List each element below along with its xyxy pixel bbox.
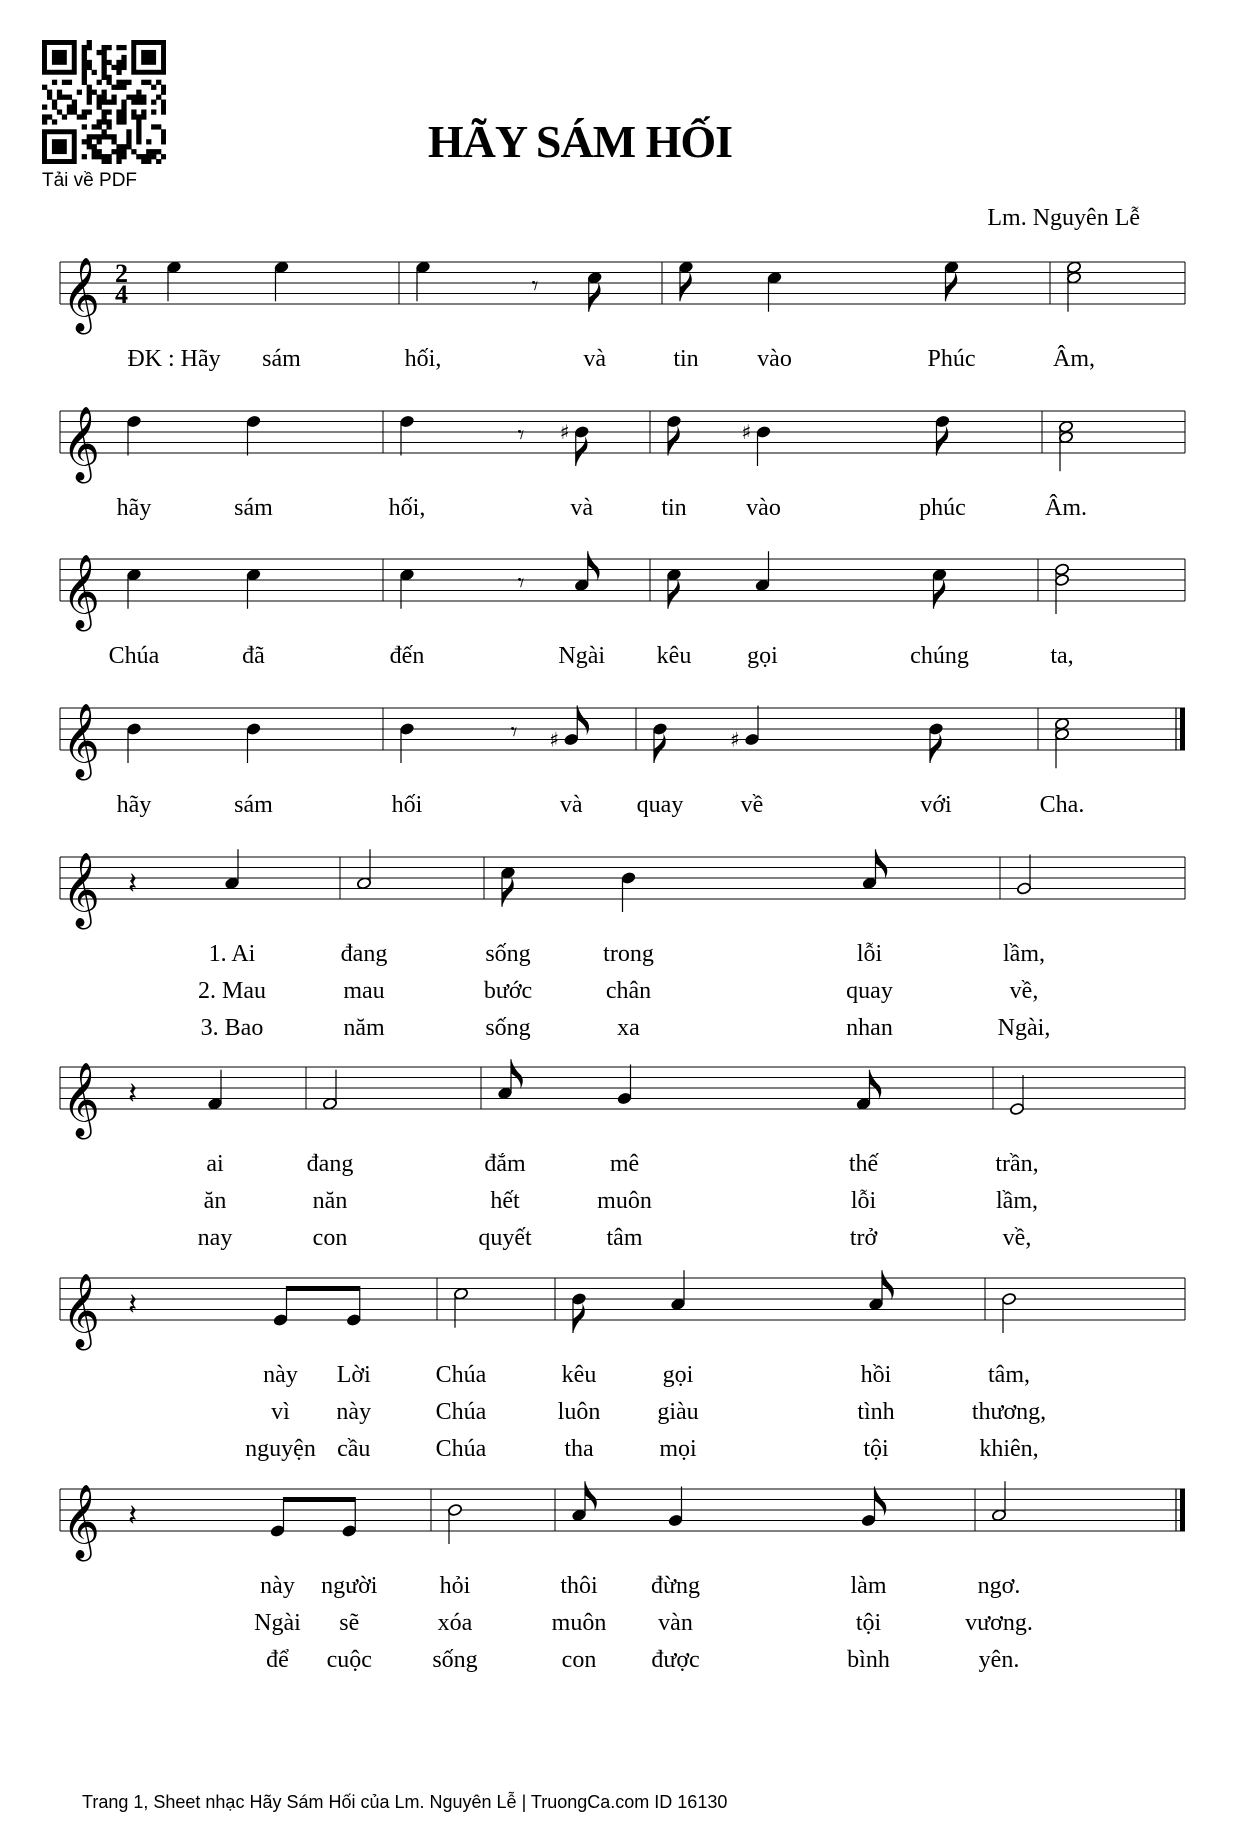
lyric-syllable: hãy	[116, 792, 152, 818]
lyric-syllable: Phúc	[927, 346, 976, 372]
lyric-syllable: mê	[609, 1151, 640, 1177]
lyric-syllable: muôn	[597, 1188, 652, 1214]
lyric-syllable: chúng	[910, 643, 969, 669]
lyric-syllable: Chúa	[435, 1436, 487, 1462]
note-head	[944, 261, 959, 274]
final-barline	[1180, 1489, 1185, 1531]
note-head	[861, 1514, 876, 1527]
lyric-syllable: Âm.	[1045, 495, 1087, 521]
lyric-syllable: ngơ.	[977, 1573, 1021, 1599]
lyric-syllable: năm	[343, 1015, 385, 1041]
lyric-syllable: sẽ	[339, 1610, 360, 1636]
lyric-syllable: ta,	[1050, 643, 1074, 669]
note-head	[671, 1298, 686, 1311]
eighth-flag	[511, 1059, 523, 1089]
treble-clef-icon: 𝄞	[62, 555, 100, 629]
eighth-rest-icon: 𝄾	[531, 271, 539, 302]
note-head	[1067, 261, 1082, 274]
treble-clef-icon: 𝄞	[62, 1274, 100, 1348]
lyric-syllable: gọi	[747, 643, 778, 669]
lyric-syllable: và	[583, 346, 607, 372]
sharp-icon: ♯	[741, 420, 752, 444]
staff-system	[60, 704, 1185, 818]
lyric-syllable: vào	[746, 495, 781, 521]
lyric-syllable: hãy	[116, 495, 152, 521]
song-title: HÃY SÁM HỐI	[427, 116, 733, 167]
note-head	[574, 579, 589, 592]
lyric-syllable: tâm,	[988, 1362, 1030, 1388]
lyric-syllable: và	[570, 495, 594, 521]
note-head	[667, 568, 682, 581]
note-head	[501, 866, 516, 879]
lyric-syllable: tin	[673, 346, 699, 372]
lyric-syllable: đang	[306, 1151, 354, 1177]
note-head	[679, 261, 694, 274]
lyric-syllable: và	[559, 792, 583, 818]
lyric-syllable: đắm	[484, 1151, 526, 1177]
note-head	[400, 568, 415, 581]
eighth-flag	[930, 733, 942, 763]
note-head	[1055, 563, 1070, 576]
note-head	[1067, 271, 1082, 284]
lyric-syllable: luôn	[557, 1399, 601, 1425]
note-beam	[284, 1497, 356, 1502]
lyric-syllable: Ngài	[254, 1610, 301, 1636]
note-head	[587, 271, 602, 284]
note-head	[1055, 728, 1070, 741]
staff-system	[60, 551, 1185, 669]
note-head	[1055, 717, 1070, 730]
staff-system	[60, 258, 1185, 372]
lyric-syllable: vào	[757, 346, 792, 372]
lyric-syllable: ĐK : Hãy	[127, 346, 221, 372]
eighth-flag	[589, 282, 601, 312]
page-footer: Trang 1, Sheet nhạc Hãy Sám Hối của Lm. Nguyên Lễ | TruongCa.com ID 16130	[82, 1792, 728, 1812]
lyric-syllable: tình	[857, 1399, 895, 1425]
note-head	[323, 1097, 338, 1110]
quarter-rest-icon: 𝄽	[128, 866, 138, 902]
sharp-icon: ♯	[730, 727, 740, 752]
note-head	[127, 568, 142, 581]
final-barline	[1180, 708, 1185, 750]
lyric-syllable: người	[321, 1573, 378, 1599]
note-head	[617, 1092, 632, 1105]
lyric-syllable: Chúa	[435, 1362, 487, 1388]
note-beam	[287, 1286, 360, 1291]
note-head	[572, 1509, 587, 1522]
lyric-syllable: giàu	[657, 1399, 699, 1425]
lyric-syllable: vì	[271, 1399, 290, 1425]
note-head	[932, 568, 947, 581]
eighth-flag	[937, 426, 949, 456]
lyric-syllable: yên.	[978, 1647, 1020, 1673]
lyric-syllable: kêu	[561, 1362, 597, 1388]
lyric-syllable: sống	[432, 1647, 478, 1673]
note-head	[246, 723, 261, 736]
lyric-syllable: sám	[234, 792, 273, 818]
lyric-syllable: làm	[850, 1573, 887, 1599]
eighth-flag	[876, 849, 888, 879]
eighth-rest-icon: 𝄾	[517, 568, 525, 599]
eighth-flag	[870, 1070, 882, 1100]
lyric-syllable: lầm,	[996, 1188, 1038, 1214]
note-head	[869, 1298, 884, 1311]
lyric-syllable: nay	[197, 1225, 233, 1251]
eighth-flag	[934, 579, 946, 609]
note-head	[862, 877, 877, 890]
eighth-flag	[577, 706, 589, 736]
note-head	[127, 415, 142, 428]
lyric-syllable: khiên,	[979, 1436, 1039, 1462]
note-head	[400, 723, 415, 736]
eighth-flag	[668, 579, 680, 609]
lyric-syllable: mọi	[659, 1436, 697, 1462]
note-head	[273, 1314, 288, 1327]
lyric-syllable: tội	[863, 1436, 889, 1462]
lyric-syllable: xa	[617, 1015, 640, 1041]
lyric-syllable: lỗi	[856, 941, 883, 967]
treble-clef-icon: 𝄞	[62, 853, 100, 927]
note-head	[929, 723, 944, 736]
eighth-flag	[588, 551, 600, 581]
note-head	[668, 1514, 683, 1527]
note-head	[621, 872, 636, 885]
treble-clef-icon: 𝄞	[62, 704, 100, 778]
note-head	[564, 733, 579, 746]
lyric-syllable: đừng	[650, 1573, 701, 1599]
quarter-rest-icon: 𝄽	[128, 1076, 138, 1112]
lyric-syllable: kêu	[656, 643, 692, 669]
lyric-syllable: hỏi	[439, 1573, 471, 1599]
note-head	[653, 723, 668, 736]
lyric-syllable: sống	[485, 1015, 531, 1041]
lyric-syllable: ăn	[203, 1188, 227, 1214]
note-head	[992, 1509, 1007, 1522]
note-head	[745, 733, 760, 746]
lyric-syllable: Chúa	[435, 1399, 487, 1425]
lyric-syllable: thế	[848, 1151, 879, 1177]
lyric-syllable: sám	[234, 495, 273, 521]
lyric-syllable: hồi	[860, 1362, 892, 1388]
lyric-syllable: bước	[483, 978, 533, 1004]
lyric-syllable: xóa	[437, 1610, 473, 1636]
note-head	[400, 415, 415, 428]
treble-clef-icon: 𝄞	[62, 1485, 100, 1559]
note-head	[448, 1504, 463, 1517]
lyric-syllable: vàn	[658, 1610, 693, 1636]
note-head	[1055, 574, 1070, 587]
note-head	[572, 1293, 587, 1306]
lyric-syllable: về	[740, 792, 764, 818]
note-head	[856, 1097, 871, 1110]
lyric-syllable: con	[312, 1225, 348, 1251]
download-pdf-link[interactable]: Tải về PDF	[42, 170, 138, 191]
note-head	[225, 877, 240, 890]
lyric-syllable: phúc	[919, 495, 966, 521]
note-head	[246, 568, 261, 581]
lyric-syllable: 1. Ai	[208, 941, 256, 967]
note-head	[246, 415, 261, 428]
lyric-syllable: Chúa	[108, 643, 160, 669]
treble-clef-icon: 𝄞	[62, 407, 100, 481]
lyric-syllable: Ngài	[558, 643, 606, 669]
lyric-syllable: Ngài,	[997, 1015, 1051, 1041]
sharp-icon: ♯	[549, 727, 559, 752]
note-head	[357, 877, 372, 890]
lyric-syllable: sống	[485, 941, 531, 967]
lyric-syllable: tha	[564, 1436, 594, 1462]
staff-system	[60, 407, 1185, 521]
staff-system	[60, 1481, 1185, 1673]
lyric-syllable: ai	[206, 1151, 224, 1177]
eighth-rest-icon: 𝄾	[510, 717, 518, 748]
note-head	[1017, 882, 1032, 895]
lyric-syllable: hết	[490, 1188, 520, 1214]
lyric-syllable: nhan	[846, 1015, 893, 1041]
note-head	[454, 1287, 469, 1300]
lyric-syllable: trở	[849, 1225, 878, 1251]
lyric-syllable: quay	[846, 978, 893, 1004]
lyric-syllable: lỗi	[850, 1188, 877, 1214]
lyric-syllable: bình	[847, 1647, 890, 1673]
note-head	[416, 261, 431, 274]
lyric-syllable: đến	[389, 643, 425, 669]
lyric-syllable: 3. Bao	[200, 1015, 264, 1041]
lyric-syllable: quay	[636, 792, 684, 818]
note-head	[1059, 420, 1074, 433]
lyric-syllable: sám	[262, 346, 301, 372]
lyric-syllable: này	[260, 1573, 295, 1599]
lyric-syllable: Lời	[336, 1362, 371, 1388]
note-head	[270, 1525, 285, 1538]
eighth-flag	[668, 426, 680, 456]
lyric-syllable: nguyện	[245, 1436, 316, 1462]
composer: Lm. Nguyên Lễ	[987, 205, 1140, 231]
lyric-syllable: tội	[855, 1610, 882, 1636]
note-head	[574, 426, 589, 439]
eighth-flag	[576, 436, 588, 466]
lyric-syllable: năn	[312, 1188, 348, 1214]
eighth-flag	[946, 271, 958, 301]
time-signature-bottom: 4	[115, 280, 128, 309]
lyric-syllable: thương,	[971, 1399, 1047, 1425]
note-head	[1059, 431, 1074, 444]
lyric-syllable: thôi	[560, 1573, 598, 1599]
staff-system	[60, 849, 1185, 1041]
eighth-rest-icon: 𝄾	[517, 420, 525, 451]
sharp-icon: ♯	[559, 420, 570, 444]
lyric-syllable: về,	[1002, 1225, 1032, 1251]
note-head	[167, 261, 182, 274]
lyric-syllable: đã	[242, 643, 265, 669]
lyric-syllable: tâm	[606, 1225, 643, 1251]
staff-system	[60, 1270, 1185, 1462]
note-head	[342, 1525, 357, 1538]
note-head	[935, 415, 950, 428]
lyric-syllable: hối,	[388, 495, 426, 521]
lyric-syllable: với	[920, 792, 952, 818]
note-head	[756, 426, 771, 439]
lyric-syllable: quyết	[478, 1225, 532, 1251]
lyric-syllable: này	[263, 1362, 298, 1388]
treble-clef-icon: 𝄞	[62, 1063, 100, 1137]
quarter-rest-icon: 𝄽	[128, 1498, 138, 1534]
note-head	[274, 261, 289, 274]
lyric-syllable: Cha.	[1039, 792, 1085, 818]
lyric-syllable: cuộc	[326, 1647, 372, 1673]
lyric-syllable: muôn	[551, 1610, 607, 1636]
note-head	[498, 1087, 513, 1100]
lyric-syllable: tin	[661, 495, 687, 521]
lyric-syllable: hối	[391, 792, 423, 818]
note-head	[346, 1314, 361, 1327]
note-head	[755, 579, 770, 592]
lyric-syllable: về,	[1009, 978, 1039, 1004]
treble-clef-icon: 𝄞	[62, 258, 100, 332]
lyric-syllable: hối,	[404, 346, 442, 372]
note-head	[667, 415, 682, 428]
lyric-syllable: đang	[340, 941, 388, 967]
lyric-syllable: vương.	[965, 1610, 1033, 1636]
staff-system	[60, 1059, 1185, 1251]
time-signature-top: 2	[115, 259, 128, 288]
eighth-flag	[680, 271, 692, 301]
lyric-syllable: trong	[603, 941, 654, 967]
lyric-syllable: lầm,	[1003, 941, 1045, 967]
lyric-syllable: con	[561, 1647, 597, 1673]
eighth-flag	[502, 877, 514, 907]
lyric-syllable: gọi	[662, 1362, 694, 1388]
lyric-syllable: này	[336, 1399, 372, 1425]
eighth-flag	[573, 1303, 585, 1333]
note-head	[208, 1097, 223, 1110]
eighth-flag	[875, 1487, 887, 1517]
note-head	[1002, 1293, 1017, 1306]
note-head	[1010, 1103, 1025, 1116]
note-head	[767, 271, 782, 284]
lyric-syllable: chân	[605, 978, 652, 1004]
lyric-syllable: để	[266, 1647, 289, 1673]
note-head	[127, 723, 142, 736]
lyric-syllable: trần,	[995, 1151, 1039, 1177]
lyric-syllable: được	[651, 1647, 700, 1673]
eighth-flag	[585, 1481, 597, 1511]
eighth-flag	[882, 1270, 894, 1300]
eighth-flag	[654, 733, 666, 763]
quarter-rest-icon: 𝄽	[128, 1287, 138, 1323]
lyric-syllable: 2. Mau	[198, 978, 266, 1004]
lyric-syllable: cầu	[337, 1436, 371, 1462]
lyric-syllable: Âm,	[1053, 346, 1095, 372]
lyric-syllable: mau	[343, 978, 385, 1004]
